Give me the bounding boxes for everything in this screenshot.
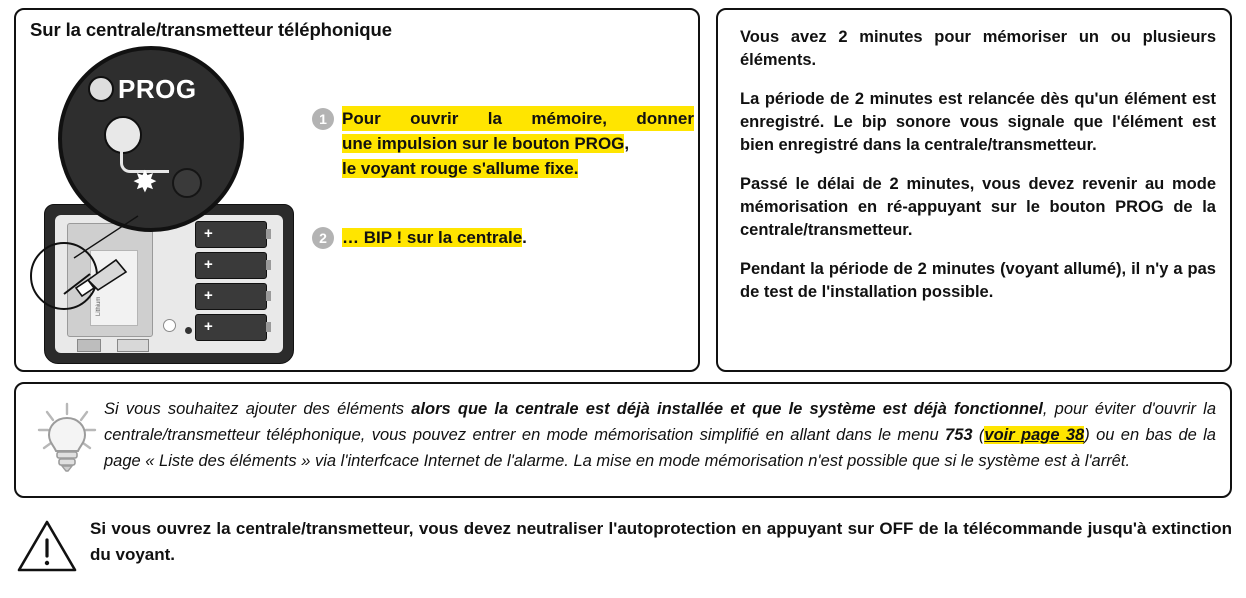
tip-note-text — [104, 396, 1216, 474]
callout-connector — [72, 214, 142, 260]
panel-title: Sur la centrale/transmetteur téléphonique — [30, 19, 392, 40]
device-illustration — [22, 46, 312, 366]
step-1-line-1: Pour ouvrir la mémoire, donner — [342, 106, 694, 131]
warning-block — [14, 512, 1232, 588]
right-info-panel — [716, 8, 1232, 372]
step-1-number: 1 — [312, 108, 334, 130]
device-chip-1 — [77, 339, 101, 352]
battery-3 — [195, 283, 267, 310]
step-2-line-1-end: . — [522, 228, 527, 247]
warning-triangle-icon — [16, 518, 78, 574]
magnified-prog-button-view — [58, 46, 244, 232]
battery-2 — [195, 252, 267, 279]
battery-terminal — [266, 291, 271, 301]
right-panel-body — [740, 26, 1216, 304]
battery-plus-label: + — [204, 225, 213, 242]
battery-terminal — [266, 260, 271, 270]
prog-label: PROG — [118, 74, 197, 104]
tip-note-box — [14, 382, 1232, 498]
note-text-4: ) ou en bas de la page « Liste des éléments » via l'interfcace Internet de l'alarme. La mise en mode mémorisation n'est possible que si le système est à l'arrêt. — [104, 426, 1216, 470]
sun-icon: ✸ — [132, 166, 158, 199]
note-text-1: Si vous souhaitez ajouter des éléments — [104, 400, 412, 418]
battery-plus-label: + — [204, 318, 213, 335]
step-1 — [312, 106, 694, 181]
press-arrow-icon — [60, 258, 132, 302]
device-side-label: Lithium — [96, 296, 102, 316]
warning-text: Si vous ouvrez la centrale/transmetteur, vous devez neutraliser l'autoprotection en appuyant sur OFF de la télécommande jusqu'à extinction du voyant. — [90, 519, 1232, 564]
left-instruction-panel — [14, 8, 700, 372]
step-2-text — [342, 225, 694, 250]
step-1-line-3-text: le voyant rouge s'allume fixe. — [342, 159, 579, 178]
battery-4 — [195, 314, 267, 341]
battery-terminal — [266, 229, 271, 239]
battery-plus-label: + — [204, 287, 213, 304]
right-paragraph-1: Vous avez 2 minutes pour mémoriser un ou plusieurs éléments. — [740, 28, 1216, 69]
step-1-prog-keyword: PROG — [574, 134, 625, 153]
step-1-line-2c: , — [624, 134, 630, 153]
note-page-link[interactable]: voir page 38 — [984, 426, 1085, 444]
battery-1 — [195, 221, 267, 248]
right-paragraph-4: Pendant la période de 2 minutes (voyant allumé), il n'y a pas de test de l'installation possible. — [740, 260, 1216, 301]
right-paragraph-3: Passé le délai de 2 minutes, vous devez revenir au mode mémorisation en ré-appuyant sur le bouton PROG de la centrale/transmetteur. — [740, 175, 1216, 239]
secondary-button-icon — [172, 168, 202, 198]
step-2 — [312, 225, 694, 250]
status-led-icon — [88, 76, 114, 102]
note-text-2: , pour éviter d'ouvrir la centrale/transmetteur téléphonique, vous pouvez entrer en mode mémorisation simplifié en allant dans le menu — [104, 400, 1216, 444]
step-1-text — [342, 106, 694, 181]
battery-plus-label: + — [204, 256, 213, 273]
step-1-line-2a: une impulsion sur le bouton — [342, 134, 575, 153]
note-bold-2: 753 — [945, 426, 973, 444]
note-text-3: ( — [972, 426, 985, 444]
screw-icon — [163, 319, 176, 332]
right-paragraph-2: La période de 2 minutes est relancée dès qu'un élément est enregistré. Le bip sonore vous signale que l'élément est bien enregistré dans la centrale/transmetteur. — [740, 90, 1216, 154]
led-dot — [185, 327, 192, 334]
steps-list — [312, 106, 694, 272]
step-2-number: 2 — [312, 227, 334, 249]
note-bold-1: alors que la centrale est déjà installée et que le système est déjà fonctionnel — [411, 400, 1043, 418]
battery-terminal — [266, 322, 271, 332]
step-1-line-3 — [342, 156, 694, 181]
top-row — [14, 8, 1232, 372]
device-chip-2 — [117, 339, 149, 352]
step-2-line-1: … BIP ! sur la centrale — [342, 228, 523, 247]
lightbulb-icon — [34, 402, 100, 474]
step-1-line-2 — [342, 131, 694, 156]
